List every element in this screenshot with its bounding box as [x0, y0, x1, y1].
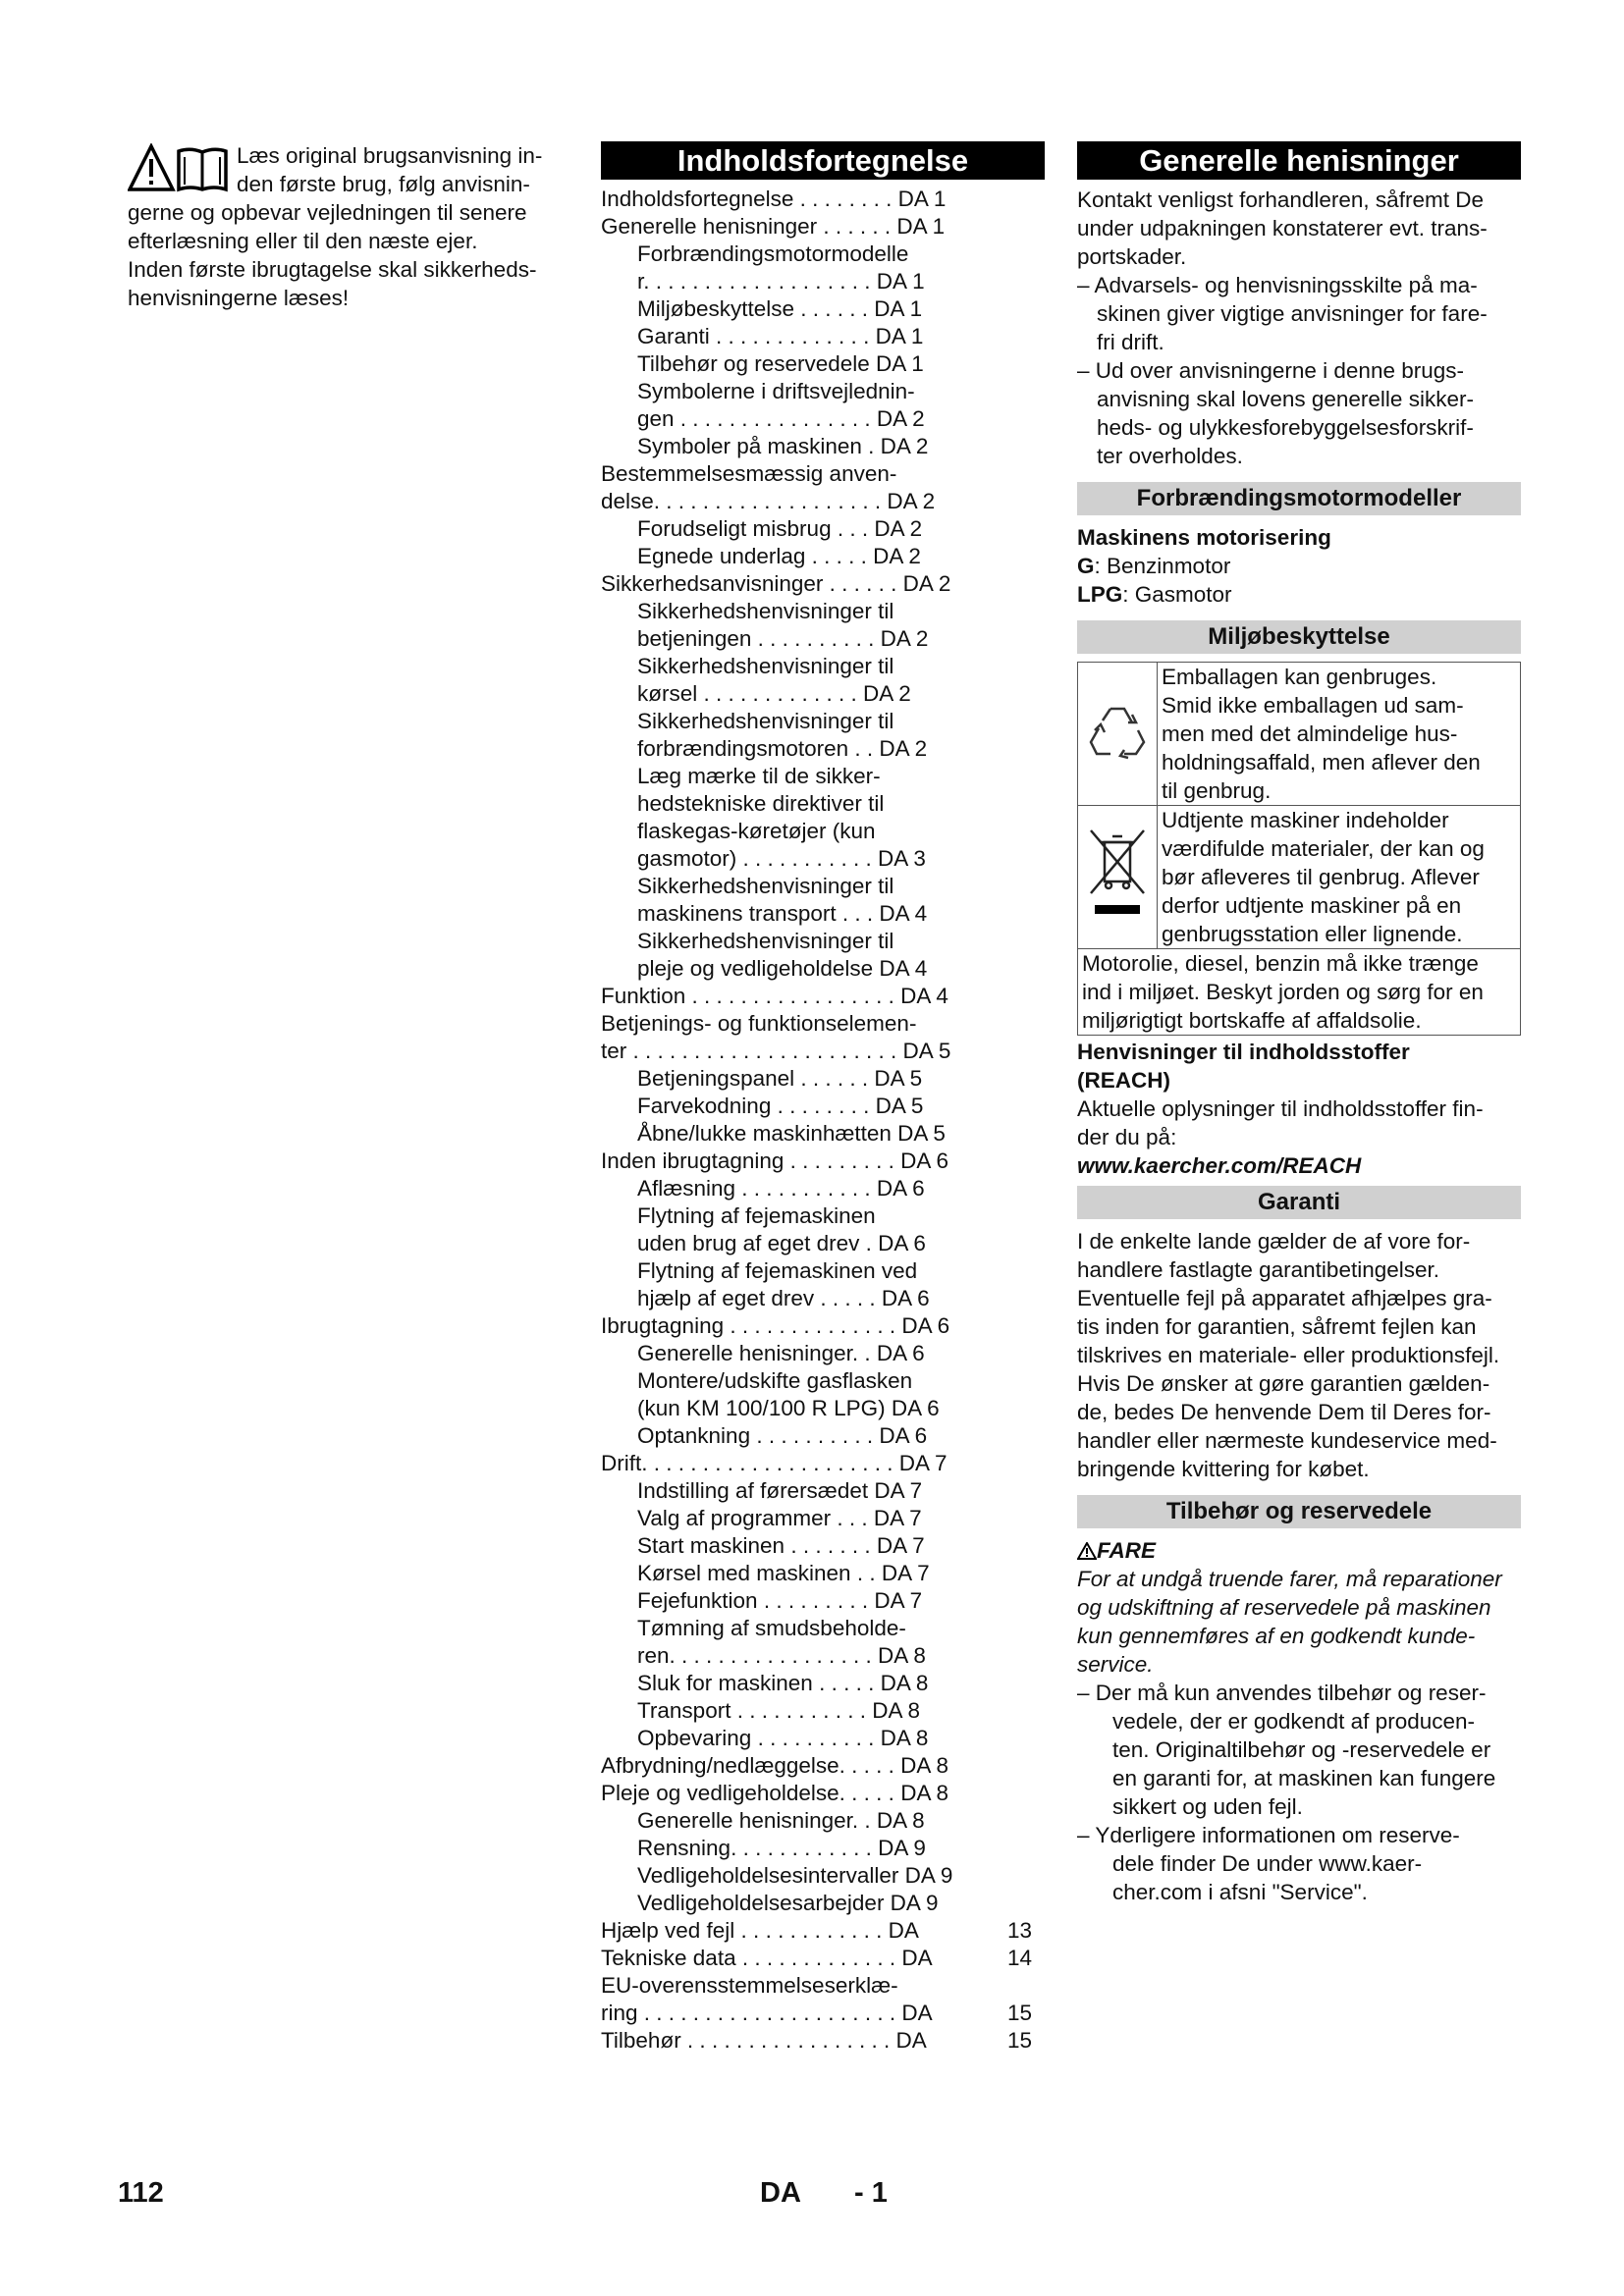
intro-line: gerne og opbevar vejledningen til senere: [128, 200, 527, 225]
toc-entry-text: Vedligeholdelsesintervaller DA 9: [637, 1863, 953, 1888]
text-line: Kontakt venligst forhandleren, såfremt De: [1077, 187, 1484, 212]
reach-title: (REACH): [1077, 1068, 1170, 1093]
engines-section: [1077, 523, 1521, 609]
toc-entry[interactable]: [601, 625, 1045, 653]
toc-entry-text: Kørsel med maskinen . . DA 7: [637, 1561, 930, 1585]
general-bullet-2: [1077, 356, 1521, 470]
text-line: men med det almindelige hus-: [1162, 721, 1458, 746]
toc-entry-text: Rensning. . . . . . . . . . . . DA 9: [637, 1836, 926, 1860]
toc-entry[interactable]: [601, 323, 1045, 350]
toc-entry[interactable]: [601, 378, 1045, 405]
toc-entry[interactable]: [601, 1587, 1045, 1615]
toc-entry[interactable]: [601, 1532, 1045, 1560]
toc-entry-text: hedstekniske direktiver til: [637, 791, 885, 816]
toc-entry[interactable]: [601, 460, 1045, 488]
toc-entry[interactable]: [601, 900, 1045, 928]
toc-entry-text: gasmotor) . . . . . . . . . . . DA 3: [637, 846, 926, 871]
toc-entry[interactable]: [601, 433, 1045, 460]
footer-lang: DA: [760, 2177, 801, 2209]
warning-icon: [1077, 1542, 1097, 1560]
toc-entry[interactable]: [601, 1010, 1045, 1038]
intro-line: den første brug, følg anvisnin-: [237, 172, 530, 196]
text-line: – Advarsels- og henvisningsskilte på ma-: [1077, 273, 1478, 297]
intro-line: henvisningerne læses!: [128, 286, 350, 310]
toc-entry[interactable]: [601, 1340, 1045, 1367]
toc-entry[interactable]: [601, 1835, 1045, 1862]
footer-num: - 1: [854, 2177, 888, 2209]
text-line: bør afleveres til genbrug. Aflever: [1162, 865, 1480, 889]
toc-entry-text: delse. . . . . . . . . . . . . . . . . . . DA 2: [601, 489, 936, 513]
toc-entry[interactable]: [601, 845, 1045, 873]
toc-entry-text: hjælp af eget drev . . . . . DA 6: [637, 1286, 930, 1310]
toc-entry[interactable]: [601, 268, 1045, 295]
toc-entry[interactable]: [601, 735, 1045, 763]
warning-manual-icon: [128, 143, 231, 194]
toc-entry[interactable]: [601, 1862, 1045, 1890]
toc-entry[interactable]: [601, 1312, 1045, 1340]
text-line: de, bedes De henvende Dem til Deres for-: [1077, 1400, 1491, 1424]
toc-column: [601, 141, 1045, 2055]
toc-entry-text: Flytning af fejemaskinen: [637, 1203, 876, 1228]
text-line: handler eller nærmeste kundeservice med-: [1077, 1428, 1497, 1453]
text-line: bringende kvittering for købet.: [1077, 1457, 1370, 1481]
general-bullet-1: [1077, 271, 1521, 356]
text-line: skinen giver vigtige anvisninger for fare-: [1097, 301, 1488, 326]
toc-entry[interactable]: [601, 570, 1045, 598]
text-line: en garanti for, at maskinen kan fungere: [1112, 1766, 1496, 1790]
text-line: under udpakningen konstaterer evt. trans-: [1077, 216, 1488, 240]
text-line: sikkert og uden fejl.: [1112, 1794, 1303, 1819]
toc-list: [601, 186, 1045, 2055]
text-line: – Ud over anvisningerne i denne brugs-: [1077, 358, 1464, 383]
toc-entry-page: 13: [1007, 1918, 1033, 1943]
toc-entry-text: Læg mærke til de sikker-: [637, 764, 881, 788]
text-line: der du på:: [1077, 1125, 1177, 1149]
toc-entry-text: r. . . . . . . . . . . . . . . . . . . DA 1: [637, 269, 925, 294]
toc-entry[interactable]: [601, 1230, 1045, 1257]
toc-entry-text: Flytning af fejemaskinen ved: [637, 1258, 918, 1283]
toc-entry-text: pleje og vedligeholdelse DA 4: [637, 956, 928, 981]
environment-title: Miljøbeskyttelse: [1077, 620, 1521, 654]
text-line: Udtjente maskiner indeholder: [1162, 808, 1449, 832]
text-line: anvisning skal lovens generelle sikker-: [1097, 387, 1474, 411]
toc-entry[interactable]: [601, 1670, 1045, 1697]
text-line: portskader.: [1077, 244, 1187, 269]
text-line: holdningsaffald, men aflever den: [1162, 750, 1481, 774]
accessories-bullet-2: [1077, 1821, 1521, 1906]
text-line: og udskiftning af reservedele på maskinen: [1077, 1595, 1491, 1620]
toc-entry-text: Forbrændingsmotormodelle: [637, 241, 909, 266]
toc-entry[interactable]: [601, 543, 1045, 570]
text-line: kun gennemføres af en godkendt kunde-: [1077, 1624, 1476, 1648]
text-line: Eventuelle fejl på apparatet afhjælpes gra-: [1077, 1286, 1492, 1310]
reach-section: [1077, 1038, 1521, 1180]
toc-entry[interactable]: [601, 2000, 1045, 2027]
warranty-text: [1077, 1227, 1521, 1483]
toc-entry[interactable]: [601, 1202, 1045, 1230]
toc-entry[interactable]: [601, 1038, 1045, 1065]
toc-entry[interactable]: [601, 1367, 1045, 1395]
engine-key: LPG: [1077, 582, 1123, 607]
danger-section: [1077, 1536, 1521, 1679]
general-title: Generelle henisninger: [1077, 141, 1521, 180]
toc-entry[interactable]: [601, 1175, 1045, 1202]
toc-entry[interactable]: [601, 1917, 1045, 1945]
toc-entry[interactable]: [601, 653, 1045, 680]
engine-g: [1077, 552, 1521, 580]
toc-entry-page: 14: [1007, 1946, 1033, 1970]
engine-value: : Gasmotor: [1122, 582, 1232, 607]
toc-entry[interactable]: [601, 240, 1045, 268]
engines-title: Forbrændingsmotormodeller: [1077, 482, 1521, 515]
warranty-title: Garanti: [1077, 1186, 1521, 1219]
page-number: 112: [118, 2177, 164, 2209]
text-line: tilskrives en materiale- eller produktionsfejl.: [1077, 1343, 1500, 1367]
toc-entry-text: (kun KM 100/100 R LPG) DA 6: [637, 1396, 940, 1420]
toc-entry[interactable]: [601, 1395, 1045, 1422]
toc-entry-text: Betjenings- og funktionselemen-: [601, 1011, 917, 1036]
toc-entry-text: kørsel . . . . . . . . . . . . . DA 2: [637, 681, 911, 706]
toc-entry[interactable]: [601, 928, 1045, 955]
text-line: Aktuelle oplysninger til indholdsstoffer fin-: [1077, 1096, 1484, 1121]
toc-entry[interactable]: [601, 1890, 1045, 1917]
toc-entry-text: Åbne/lukke maskinhætten DA 5: [637, 1121, 946, 1146]
toc-entry[interactable]: [601, 1120, 1045, 1148]
toc-entry-text: Farvekodning . . . . . . . . DA 5: [637, 1094, 924, 1118]
toc-entry-text: Sikkerhedshenvisninger til: [637, 709, 894, 733]
toc-entry-page: 15: [1007, 2028, 1033, 2053]
toc-entry-text: ring . . . . . . . . . . . . . . . . . . . . . DA: [601, 2001, 933, 2025]
toc-entry-text: forbrændingsmotoren . . DA 2: [637, 736, 928, 761]
toc-entry-text: flaskegas-køretøjer (kun: [637, 819, 876, 843]
toc-entry-text: Afbrydning/nedlæggelse. . . . . DA 8: [601, 1753, 948, 1778]
toc-entry-text: Sikkerhedshenvisninger til: [637, 599, 894, 623]
toc-entry[interactable]: [601, 350, 1045, 378]
toc-entry[interactable]: [601, 1615, 1045, 1642]
toc-entry-text: Generelle henisninger. . DA 6: [637, 1341, 925, 1365]
toc-entry[interactable]: [601, 763, 1045, 790]
toc-entry-text: betjeningen . . . . . . . . . . DA 2: [637, 626, 929, 651]
text-line: handlere fastlagte garantibetingelser.: [1077, 1257, 1440, 1282]
engine-lpg: [1077, 580, 1521, 609]
toc-entry[interactable]: [601, 1972, 1045, 2000]
toc-entry[interactable]: [601, 790, 1045, 818]
intro-line: Læs original brugsanvisning in-: [237, 143, 543, 168]
toc-entry[interactable]: [601, 213, 1045, 240]
intro-text: [128, 141, 560, 312]
toc-entry-text: ter . . . . . . . . . . . . . . . . . . . . . . DA 5: [601, 1039, 951, 1063]
toc-entry-page: 15: [1007, 2001, 1033, 2025]
toc-entry-text: Fejefunktion . . . . . . . . . DA 7: [637, 1588, 923, 1613]
toc-entry[interactable]: [601, 1450, 1045, 1477]
toc-title: Indholdsfortegnelse: [601, 141, 1045, 180]
toc-entry[interactable]: [601, 515, 1045, 543]
intro-line: efterlæsning eller til den næste ejer.: [128, 229, 478, 253]
environment-table: [1077, 662, 1521, 1036]
engine-value: : Benzinmotor: [1094, 554, 1231, 578]
toc-entry-text: Funktion . . . . . . . . . . . . . . . . . DA 4: [601, 984, 948, 1008]
text-line: værdifulde materialer, der kan og: [1162, 836, 1485, 861]
recycle-icon: [1078, 663, 1158, 806]
text-line: I de enkelte lande gælder de af vore for-: [1077, 1229, 1471, 1254]
toc-entry-text: Vedligeholdelsesarbejder DA 9: [637, 1891, 939, 1915]
toc-entry[interactable]: [601, 983, 1045, 1010]
toc-entry[interactable]: [601, 1093, 1045, 1120]
toc-entry-text: ren. . . . . . . . . . . . . . . . . DA 8: [637, 1643, 926, 1668]
text-line: fri drift.: [1097, 330, 1164, 354]
toc-entry-text: Start maskinen . . . . . . . DA 7: [637, 1533, 925, 1558]
toc-entry[interactable]: [601, 708, 1045, 735]
toc-entry-text: Bestemmelsesmæssig anven-: [601, 461, 897, 486]
toc-entry-text: uden brug af eget drev . DA 6: [637, 1231, 926, 1255]
engine-key: G: [1077, 554, 1095, 578]
toc-entry-text: EU-overensstemmelseserklæ-: [601, 1973, 898, 1998]
toc-entry-text: Egnede underlag . . . . . DA 2: [637, 544, 921, 568]
toc-entry-text: Symbolerne i driftsvejlednin-: [637, 379, 915, 403]
toc-entry-text: Aflæsning . . . . . . . . . . . DA 6: [637, 1176, 925, 1201]
toc-entry-text: Inden ibrugtagning . . . . . . . . . DA 6: [601, 1148, 948, 1173]
toc-entry-text: Indstilling af førersædet DA 7: [637, 1478, 923, 1503]
disposal-text: [1158, 806, 1521, 949]
toc-entry-text: Ibrugtagning . . . . . . . . . . . . . . DA 6: [601, 1313, 950, 1338]
danger-label: [1077, 1536, 1521, 1565]
toc-entry[interactable]: [601, 405, 1045, 433]
toc-entry-text: Optankning . . . . . . . . . . DA 6: [637, 1423, 928, 1448]
text-line: – Yderligere informationen om reserve-: [1077, 1823, 1460, 1847]
toc-entry[interactable]: [601, 1697, 1045, 1725]
text-line: – Der må kun anvendes tilbehør og reser-: [1077, 1681, 1487, 1705]
toc-entry[interactable]: [601, 1422, 1045, 1450]
toc-entry[interactable]: [601, 1560, 1045, 1587]
crossed-bin-icon: [1078, 806, 1158, 949]
reach-link[interactable]: www.kaercher.com/REACH: [1077, 1153, 1362, 1178]
toc-entry[interactable]: [601, 488, 1045, 515]
engines-subtitle: Maskinens motorisering: [1077, 525, 1331, 550]
toc-entry[interactable]: [601, 1945, 1045, 1972]
text-line: Smid ikke emballagen ud sam-: [1162, 693, 1464, 718]
text-line: til genbrug.: [1162, 778, 1272, 803]
text-line: derfor udtjente maskiner på en: [1162, 893, 1462, 918]
toc-entry[interactable]: [601, 598, 1045, 625]
toc-entry-text: Garanti . . . . . . . . . . . . . DA 1: [637, 324, 924, 348]
recycle-text: [1158, 663, 1521, 806]
toc-entry-text: Forudseligt misbrug . . . DA 2: [637, 516, 923, 541]
general-intro: [1077, 186, 1521, 271]
toc-entry[interactable]: [601, 1642, 1045, 1670]
toc-entry-text: maskinens transport . . . DA 4: [637, 901, 928, 926]
toc-entry-text: Tømning af smudsbeholde-: [637, 1616, 906, 1640]
toc-entry-text: Hjælp ved fejl . . . . . . . . . . . . DA: [601, 1918, 919, 1943]
toc-entry[interactable]: [601, 955, 1045, 983]
intro-line: Inden første ibrugtagelse skal sikkerheds-: [128, 257, 537, 282]
toc-entry-text: Montere/udskifte gasflasken: [637, 1368, 913, 1393]
accessories-bullet-1: [1077, 1679, 1521, 1821]
text-line: miljørigtigt bortskaffe af affaldsolie.: [1082, 1008, 1422, 1033]
toc-entry[interactable]: [601, 680, 1045, 708]
text-line: Hvis De ønsker at gøre garantien gælden-: [1077, 1371, 1490, 1396]
toc-entry[interactable]: [601, 295, 1045, 323]
toc-entry-text: Symboler på maskinen . DA 2: [637, 434, 929, 458]
toc-entry[interactable]: [601, 873, 1045, 900]
toc-entry-text: Indholdsfortegnelse . . . . . . . . DA 1: [601, 187, 947, 211]
toc-entry[interactable]: [601, 186, 1045, 213]
text-line: genbrugsstation eller lignende.: [1162, 922, 1463, 946]
toc-entry-text: Opbevaring . . . . . . . . . . DA 8: [637, 1726, 929, 1750]
text-line: cher.com i afsni "Service".: [1112, 1880, 1368, 1904]
toc-entry-text: Pleje og vedligeholdelse. . . . . DA 8: [601, 1781, 948, 1805]
text-line: ten. Originaltilbehør og -reservedele er: [1112, 1737, 1491, 1762]
intro-column: [128, 141, 560, 312]
toc-entry[interactable]: [601, 818, 1045, 845]
danger-label-text: FARE: [1097, 1538, 1157, 1563]
text-line: vedele, der er godkendt af producen-: [1112, 1709, 1475, 1734]
toc-entry-text: Valg af programmer . . . DA 7: [637, 1506, 922, 1530]
toc-entry-text: Sikkerhedshenvisninger til: [637, 654, 894, 678]
toc-entry[interactable]: [601, 1257, 1045, 1285]
toc-entry[interactable]: [601, 1725, 1045, 1752]
accessories-title: Tilbehør og reservedele: [1077, 1495, 1521, 1528]
toc-entry[interactable]: [601, 1807, 1045, 1835]
toc-entry[interactable]: [601, 2027, 1045, 2055]
toc-entry-text: Miljøbeskyttelse . . . . . . DA 1: [637, 296, 923, 321]
text-line: Emballagen kan genbruges.: [1162, 665, 1437, 689]
toc-entry-text: Sikkerhedshenvisninger til: [637, 874, 894, 898]
text-line: ind i miljøet. Beskyt jorden og sørg for en: [1082, 980, 1484, 1004]
toc-entry[interactable]: [601, 1285, 1045, 1312]
toc-entry-text: Sikkerhedsanvisninger . . . . . . DA 2: [601, 571, 951, 596]
toc-entry-text: Generelle henisninger . . . . . . DA 1: [601, 214, 946, 239]
toc-entry-text: Tilbehør og reservedele DA 1: [637, 351, 924, 376]
toc-entry-text: Betjeningspanel . . . . . . DA 5: [637, 1066, 923, 1091]
toc-entry[interactable]: [601, 1780, 1045, 1807]
toc-entry[interactable]: [601, 1505, 1045, 1532]
toc-entry-text: Tilbehør . . . . . . . . . . . . . . . . . DA: [601, 2028, 927, 2053]
text-line: tis inden for garantien, såfremt fejlen kan: [1077, 1314, 1477, 1339]
toc-entry-text: Tekniske data . . . . . . . . . . . . . DA: [601, 1946, 933, 1970]
toc-entry-text: gen . . . . . . . . . . . . . . . . DA 2: [637, 406, 925, 431]
toc-entry[interactable]: [601, 1752, 1045, 1780]
toc-entry-text: Transport . . . . . . . . . . . DA 8: [637, 1698, 921, 1723]
toc-entry-text: Sluk for maskinen . . . . . DA 8: [637, 1671, 929, 1695]
oil-text: [1078, 949, 1521, 1036]
toc-entry[interactable]: [601, 1065, 1045, 1093]
text-line: Motorolie, diesel, benzin må ikke trænge: [1082, 951, 1479, 976]
toc-entry[interactable]: [601, 1148, 1045, 1175]
content-column: [1077, 141, 1521, 1906]
toc-entry-text: Generelle henisninger. . DA 8: [637, 1808, 925, 1833]
text-line: service.: [1077, 1652, 1154, 1677]
toc-entry[interactable]: [601, 1477, 1045, 1505]
toc-entry-text: Sikkerhedshenvisninger til: [637, 929, 894, 953]
text-line: ter overholdes.: [1097, 444, 1243, 468]
reach-title: Henvisninger til indholdsstoffer: [1077, 1040, 1410, 1064]
text-line: For at undgå truende farer, må reparationer: [1077, 1567, 1502, 1591]
toc-entry-text: Drift. . . . . . . . . . . . . . . . . . . . . DA 7: [601, 1451, 947, 1475]
text-line: heds- og ulykkesforebyggelsesforskrif-: [1097, 415, 1474, 440]
text-line: dele finder De under www.kaer-: [1112, 1851, 1423, 1876]
